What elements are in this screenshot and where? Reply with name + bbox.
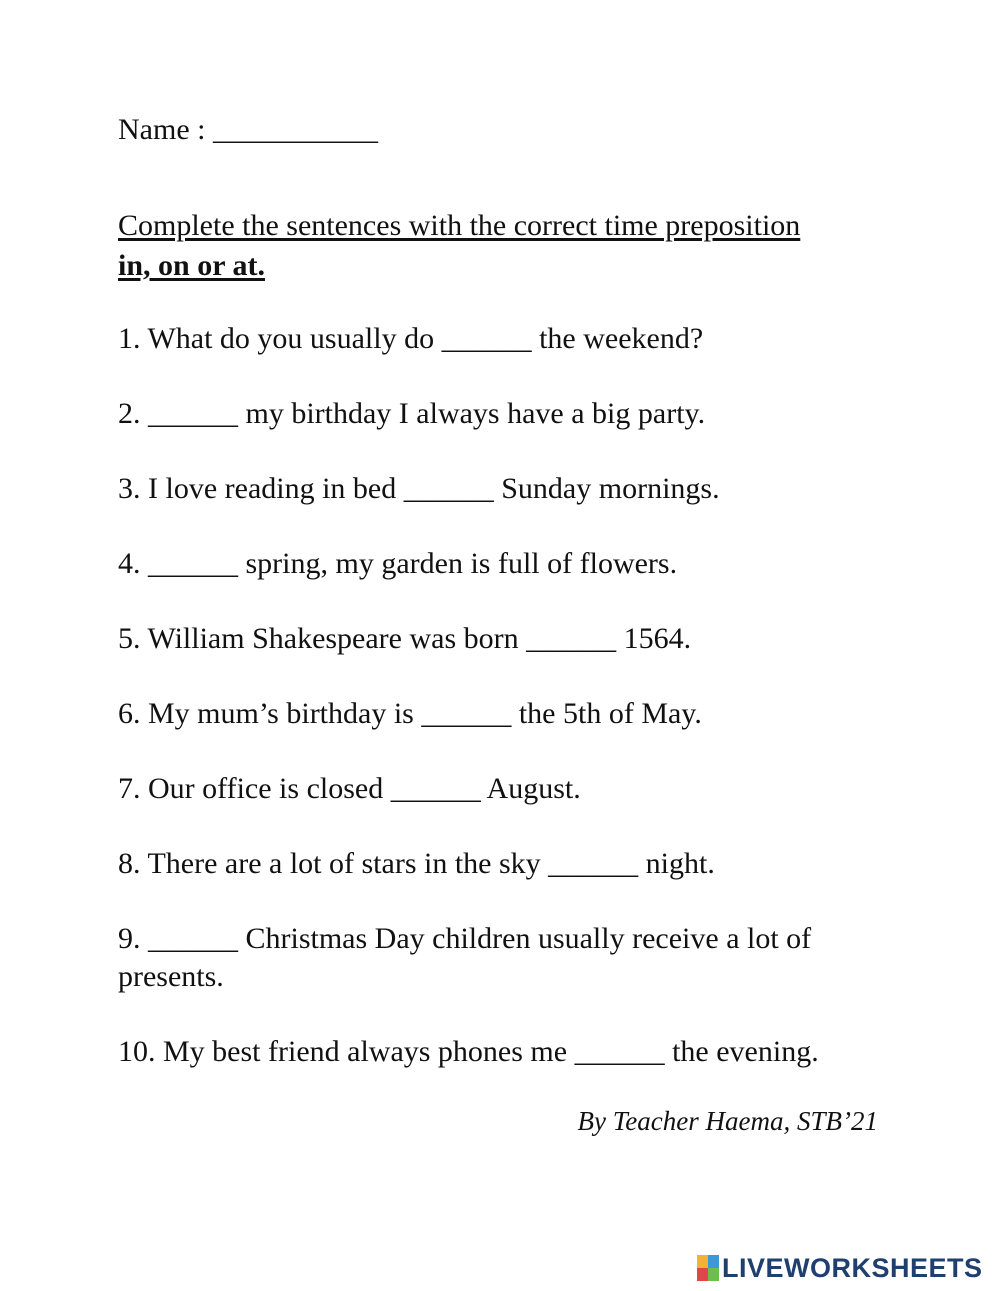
instructions-options: in, on or at.: [118, 249, 265, 282]
question-1: 1. What do you usually do ______ the weekend?: [118, 322, 704, 355]
question-4: 4. ______ spring, my garden is full of flowers.: [118, 547, 678, 580]
liveworksheets-logo: [697, 1253, 983, 1283]
logo-tile-yellow: [697, 1255, 708, 1268]
logo-tile-green: [708, 1268, 719, 1281]
question-8: 8. There are a lot of stars in the sky ______ night.: [118, 847, 715, 880]
question-10: 10. My best friend always phones me ______ the evening.: [118, 1035, 819, 1068]
name-field-label: Name : ___________: [118, 113, 378, 146]
question-2: 2. ______ my birthday I always have a big party.: [118, 397, 706, 430]
liveworksheets-wordmark: LIVEWORKSHEETS: [722, 1252, 983, 1283]
author-credit: By Teacher Haema, STB’21: [577, 1106, 878, 1136]
liveworksheets-logo-icon: [697, 1255, 719, 1281]
question-7: 7. Our office is closed ______ August.: [118, 772, 581, 805]
logo-tile-red: [697, 1268, 708, 1281]
instructions: [118, 206, 800, 286]
instructions-text: Complete the sentences with the correct time preposition: [118, 209, 801, 242]
logo-tile-blue: [708, 1255, 719, 1268]
question-3: 3. I love reading in bed ______ Sunday mornings.: [118, 472, 720, 505]
question-6: 6. My mum’s birthday is ______ the 5th of May.: [118, 697, 702, 730]
question-5: 5. William Shakespeare was born ______ 1564.: [118, 622, 692, 655]
question-9: 9. ______ Christmas Day children usually receive a lot of presents.: [118, 922, 812, 993]
